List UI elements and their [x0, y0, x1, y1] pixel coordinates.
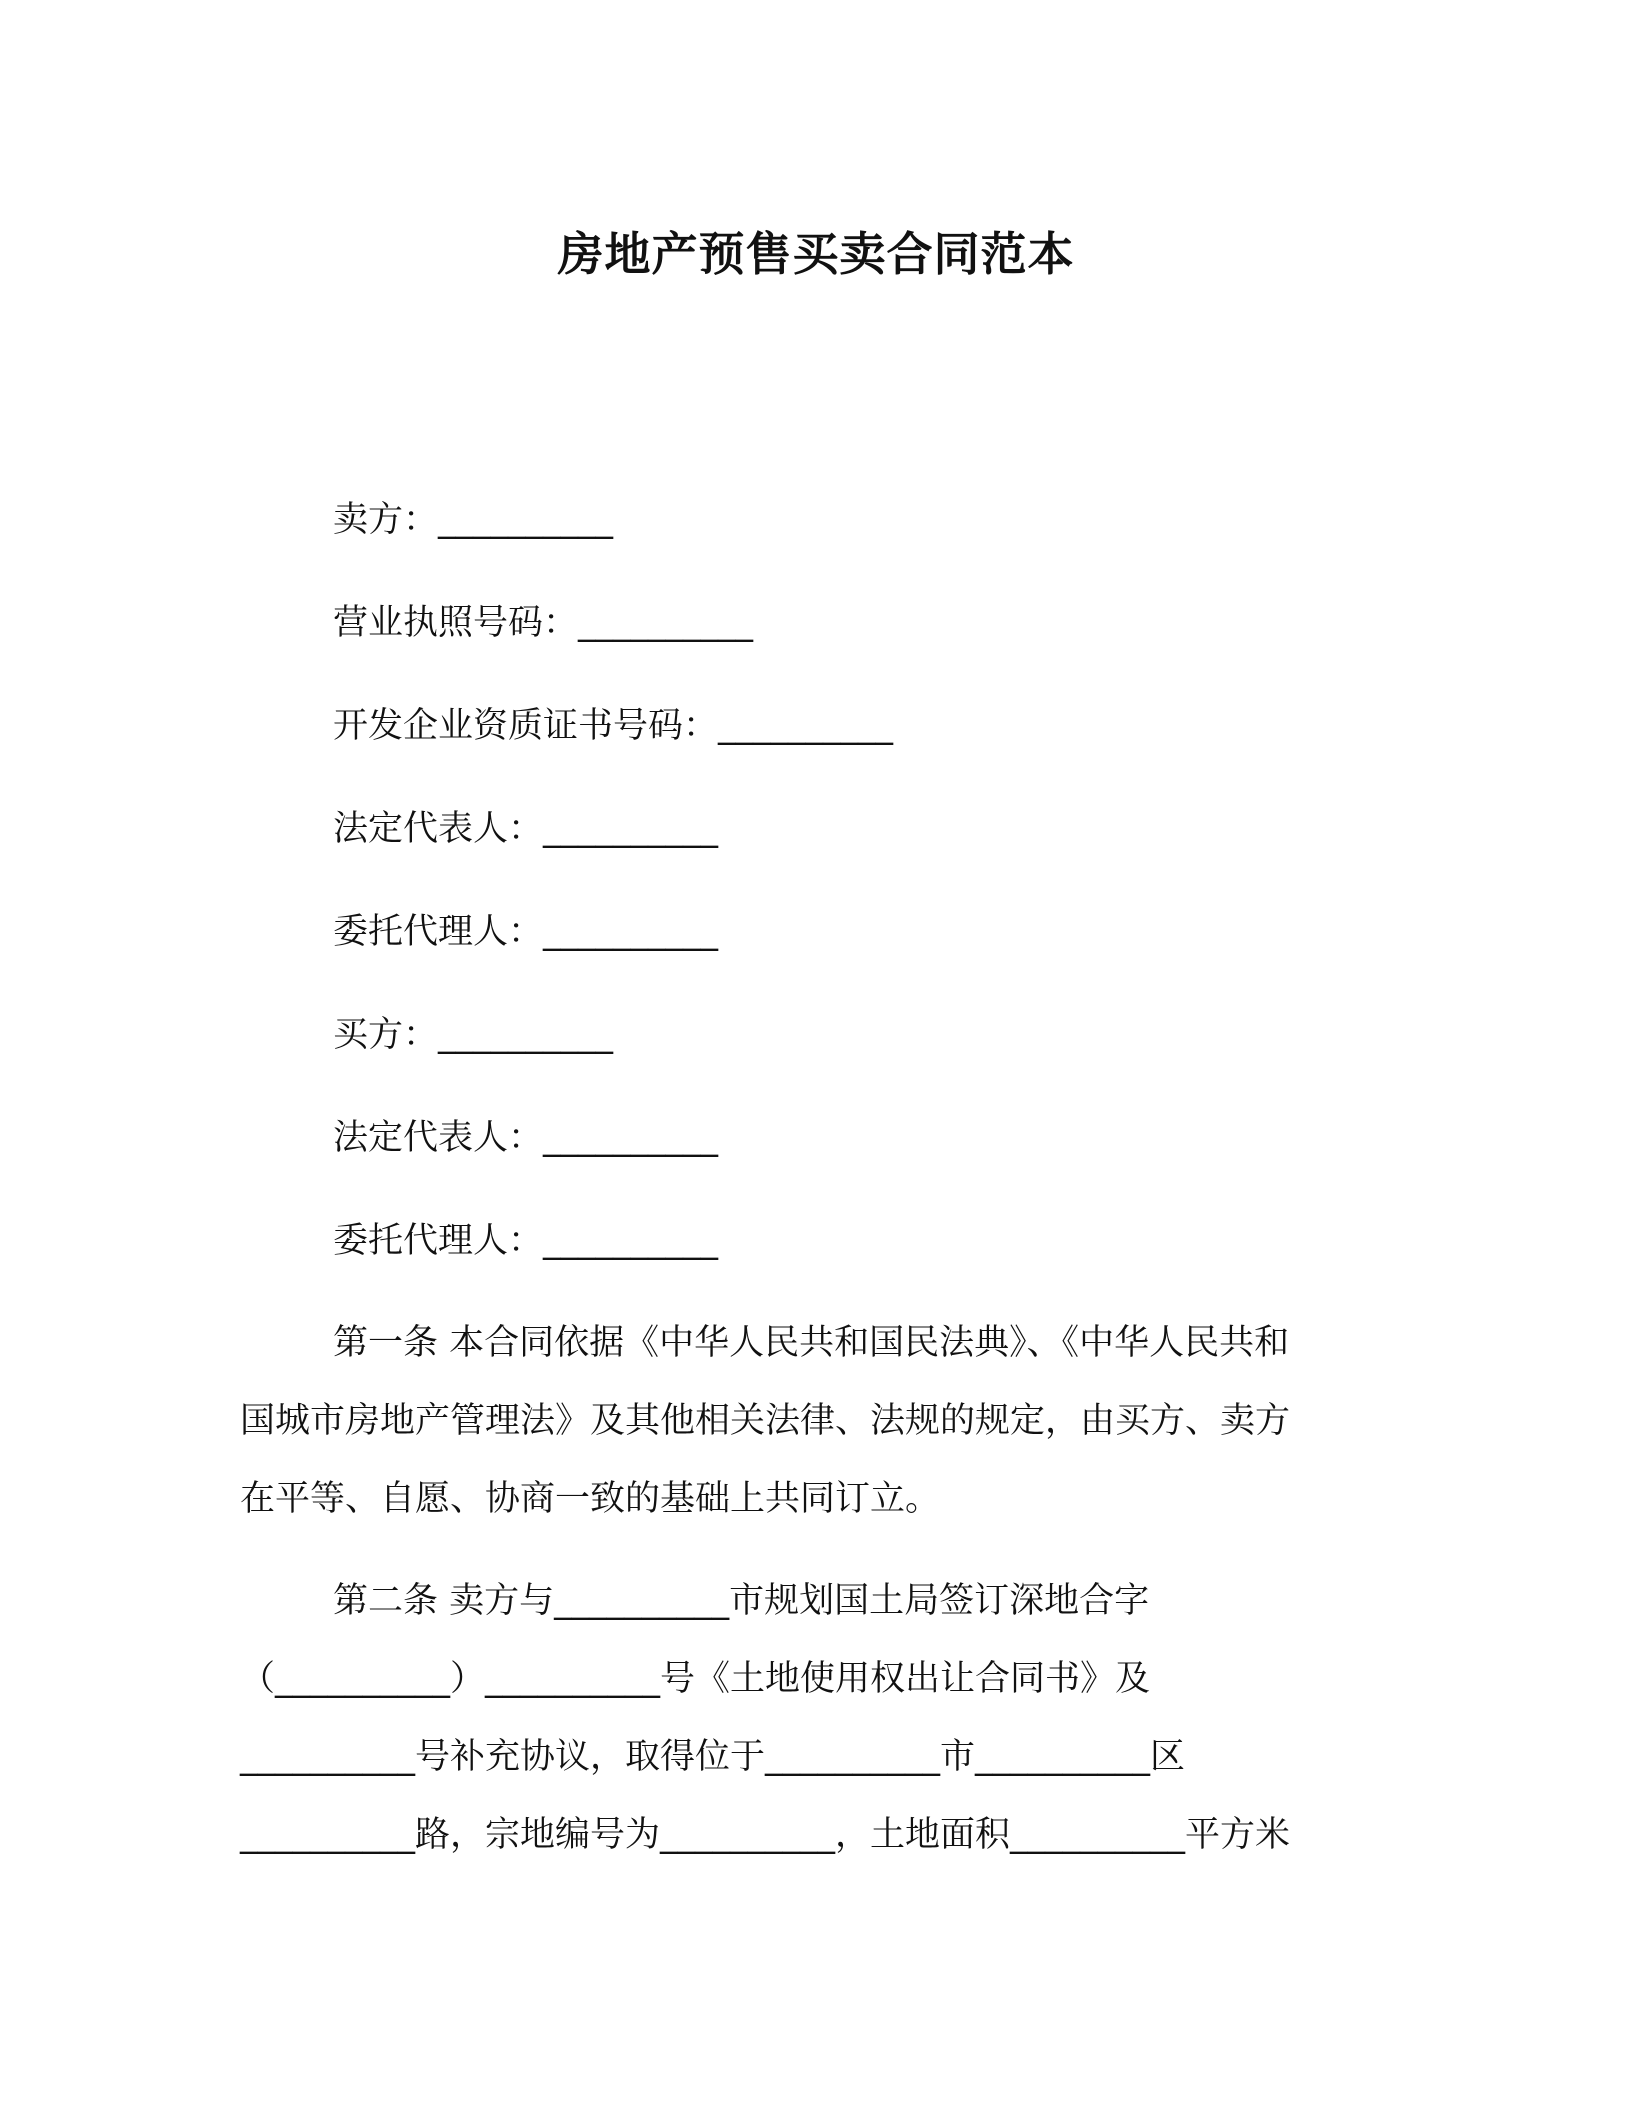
- seller-field: 卖方：__________: [333, 500, 614, 540]
- article-1-line: 在平等、自愿、协商一致的基础上共同订立。: [240, 1479, 941, 1519]
- seller-agent-field: 委托代理人：__________: [333, 912, 719, 952]
- article-2-line: __________路，宗地编号为__________，土地面积__________平方米: [240, 1815, 1291, 1855]
- article-2-line: __________号补充协议，取得位于__________市__________区: [240, 1737, 1186, 1777]
- buyer-field: 买方：__________: [333, 1015, 614, 1055]
- buyer-agent-field: 委托代理人：__________: [333, 1221, 719, 1261]
- article-2-line: （__________）__________号《土地使用权出让合同书》及: [240, 1659, 1151, 1699]
- article-2: [240, 1562, 1400, 1874]
- qualification-cert-field: 开发企业资质证书号码：__________: [333, 706, 894, 746]
- seller-legal-rep-field: 法定代表人：__________: [333, 809, 719, 849]
- article-2-line: 第二条 卖方与__________市规划国土局签订深地合字: [333, 1581, 1150, 1621]
- article-1: [240, 1304, 1400, 1538]
- article-1-line: 第一条 本合同依据《中华人民共和国民法典》、《中华人民共和: [333, 1323, 1290, 1363]
- document-title: 房地产预售买卖合同范本: [557, 227, 1075, 281]
- business-license-field: 营业执照号码：__________: [333, 603, 754, 643]
- buyer-legal-rep-field: 法定代表人：__________: [333, 1118, 719, 1158]
- article-1-line: 国城市房地产管理法》及其他相关法律、法规的规定，由买方、卖方: [240, 1401, 1291, 1441]
